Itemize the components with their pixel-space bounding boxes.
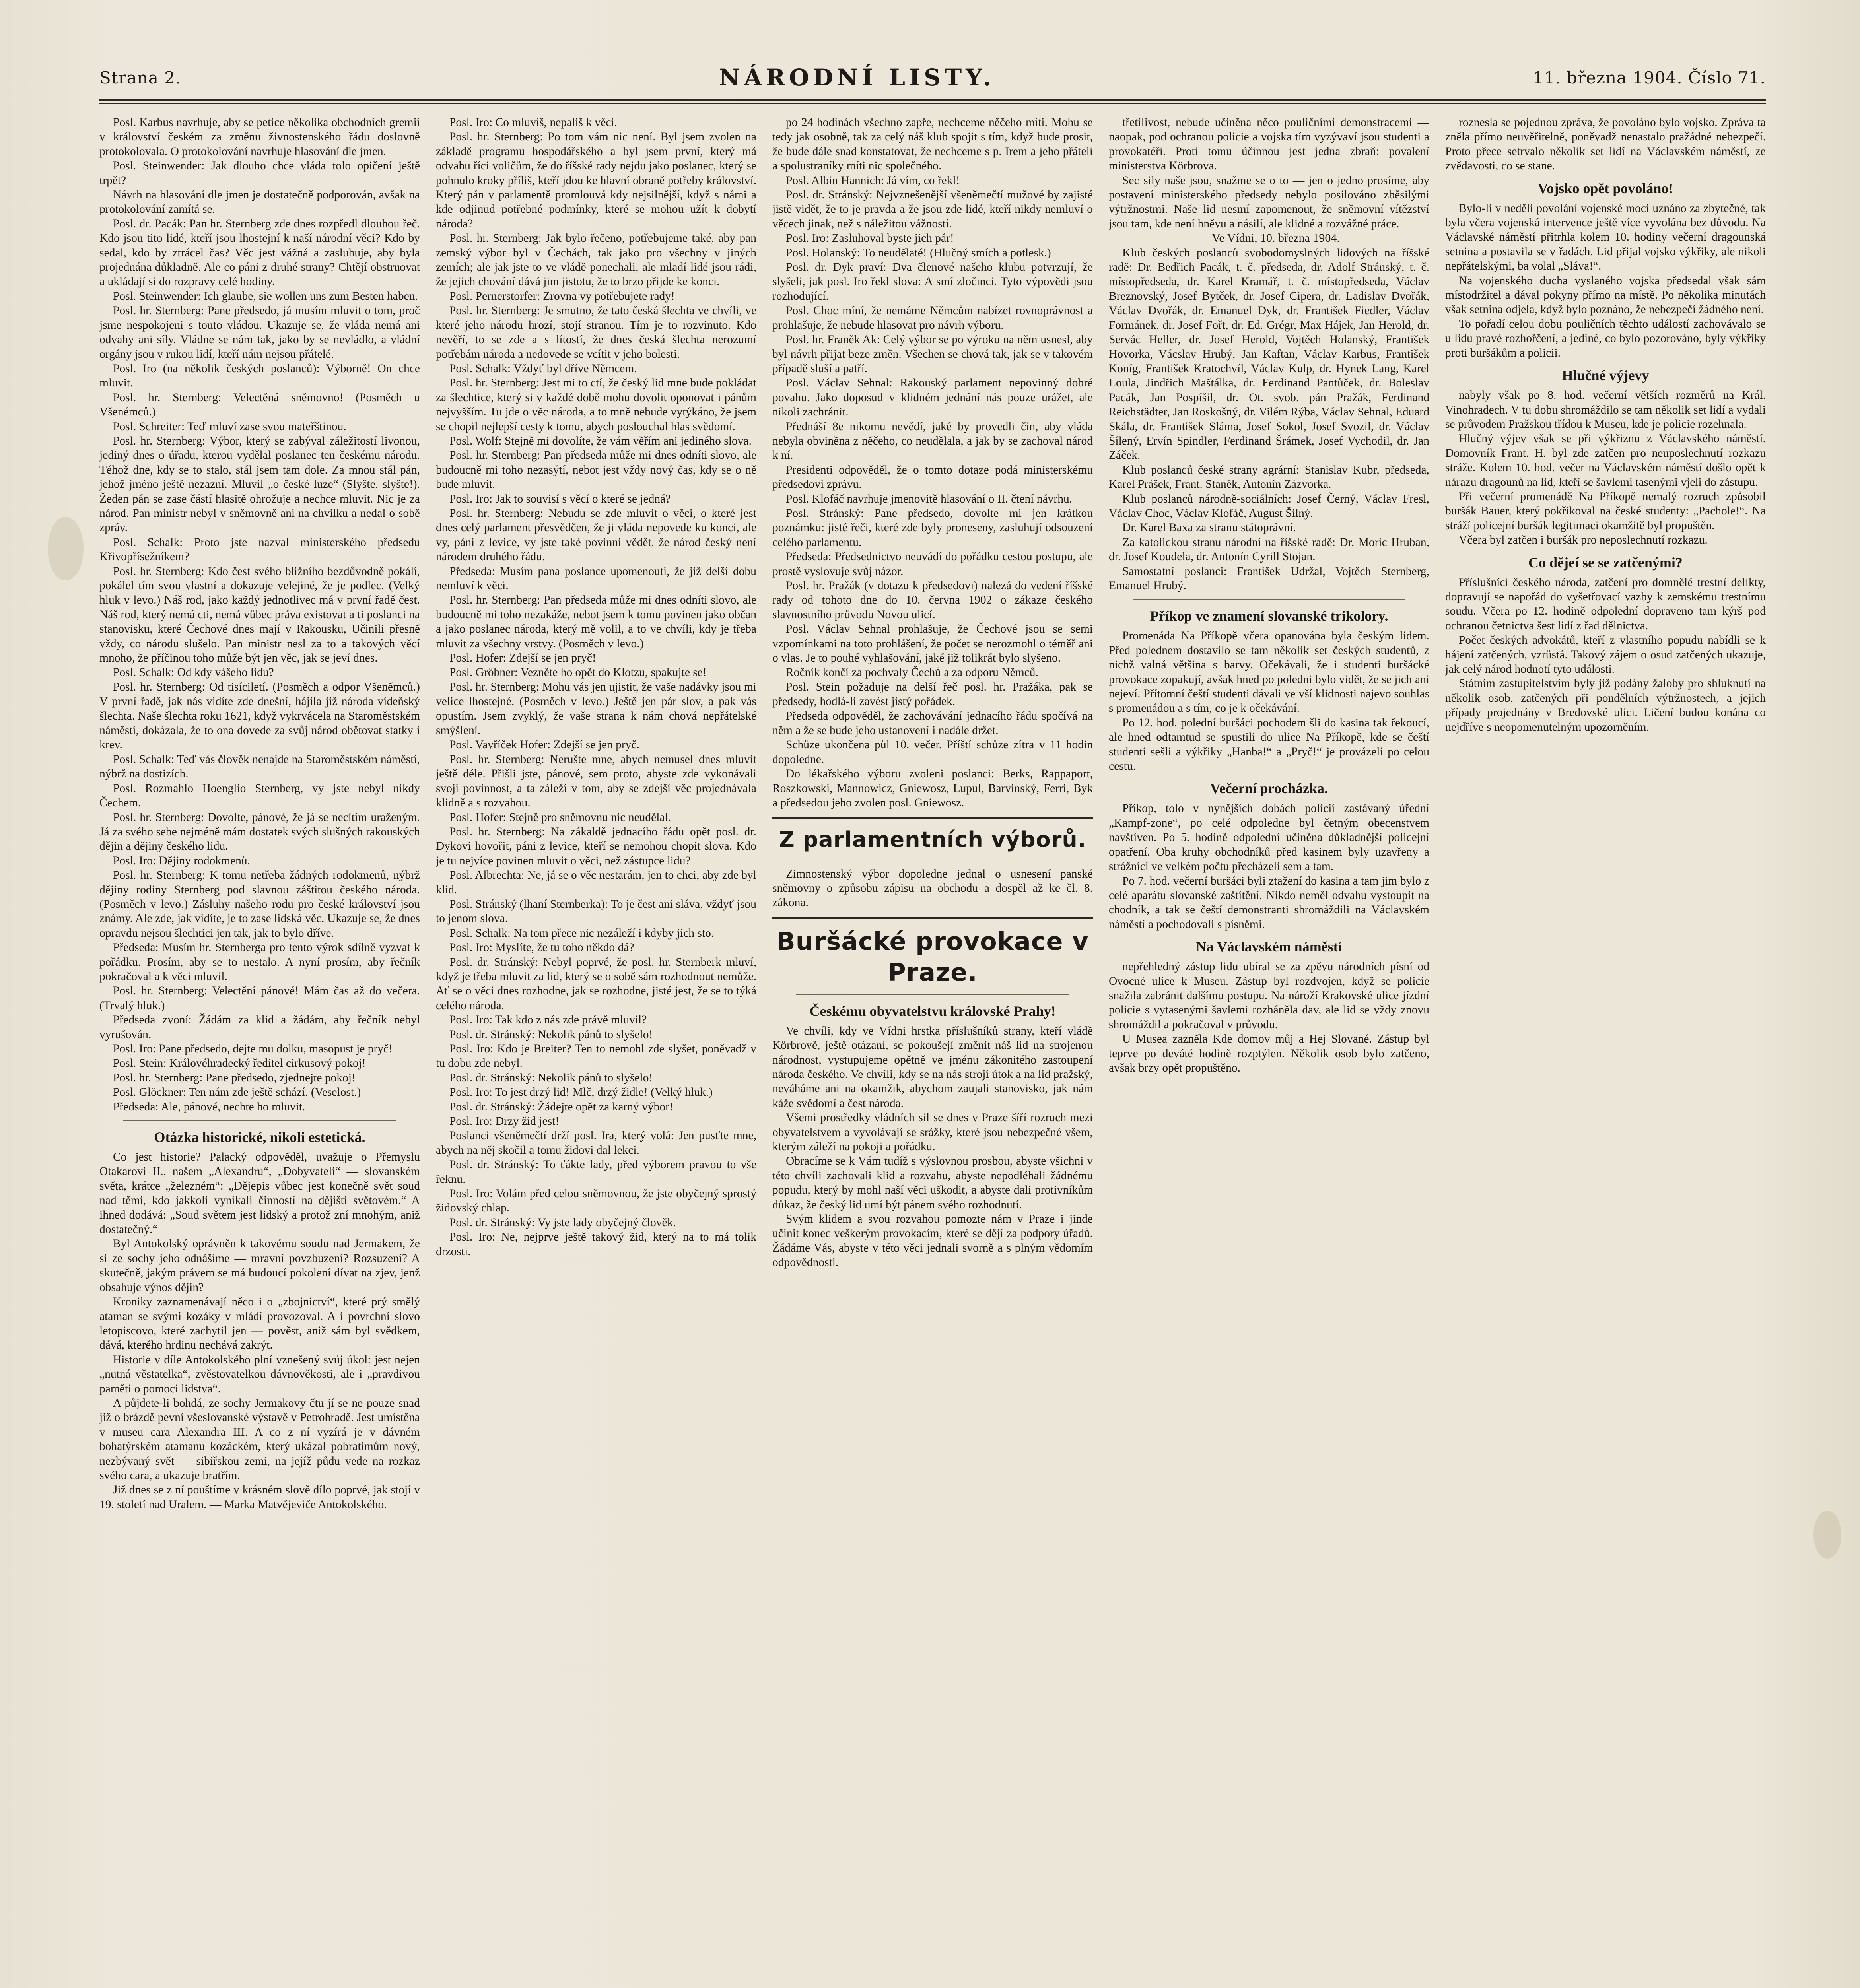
paragraph: Posl. Iro: Ne, nejprve ještě takový žid, který na to má tolik drzosti. — [436, 1231, 756, 1258]
paragraph: Historie v díle Antokolského plní vznešený svůj úkol: jest nejen „nutná věstatelka“, zvěstovatelkou dávnověkosti, ale i „pravdivou paměti o pomoci lidstva“. — [99, 1353, 420, 1395]
paragraph: Posl. Iro (na několik českých poslanců): Výborně! On chce mluvit. — [99, 362, 420, 390]
paragraph: Bylo-li v neděli povolání vojenské moci uznáno za zbytečné, tak byla včera vojenská intervence ještě více vyvolána bez důvodu. Na Václavské náměstí přitrhla kolem 10. hodiny večerní dragounská setnina a postavila se v řadách. Lid přijal vojsko výkřiky, ale nikoli nepřátelskými, ba volal „Sláva!“. — [1445, 202, 1766, 273]
paragraph: Posl. Iro: Co mluvíš, nepališ k věci. — [449, 116, 617, 129]
section-heading: Vojsko opět povoláno! — [1537, 180, 1673, 196]
section-divider — [796, 994, 1069, 995]
paragraph: Do lékařského výboru zvoleni poslanci: Berks, Rappaport, Roszkowski, Mannowicz, Gniewosz, Lupul, Barvinský, Ferri, Byk a předsedou jeho zvolen posl. Gniewosz. — [772, 767, 1093, 810]
paragraph: Samostatní poslanci: František Udržal, Vojtěch Sternberg, Emanuel Hrubý. — [1109, 565, 1429, 592]
paragraph: Posl. Iro: Zasluhoval byste jich pár! — [786, 232, 954, 245]
paragraph: Posl. Iro: Myslíte, že tu toho někdo dá? — [449, 941, 634, 954]
paragraph: Posl. Wolf: Stejně mi dovolíte, že vám věřím ani jediného slova. — [449, 434, 752, 447]
paragraph: Byl Antokolský oprávněn k takovému soudu nad Jermakem, že si ze sochy jeho odnášíme — mravní povzbuzení? Rozsuzení? A skutečně, jakým právem se má budoucí pokolení dívat na zjev, jenž obsahuje výnos dějin? — [99, 1237, 420, 1294]
paragraph: třetilivost, nebude učiněna něco pouličními demonstracemi — naopak, pod ochranou policie a vojska tím vyzývaví jsou studenti a provokatéři. Proti tomu účinnou jest jedna zbraň: povalení ministerstva Körbrova. — [1109, 116, 1429, 173]
paragraph: Předseda: Musím hr. Sternberga pro tento výrok sdílně vyzvat k pořádku. Prosím, aby se to nestalo. A nyní prosím, aby řečník pokračoval a k věci mluvil. — [99, 941, 420, 983]
paragraph: Posl. Choc míní, že nemáme Němcům nabízet rovnoprávnost a prohlašuje, že nebude hlasovat pro návrh výboru. — [772, 304, 1093, 332]
paragraph: Posl. Schalk: Na tom přece nic nezáleží i kdyby jich sto. — [449, 926, 714, 940]
paragraph: Počet českých advokátů, kteří z vlastního popudu nabídli se k hájení zatčených, vzrůstá. Takový zájem o osud zatčených ukazuje, jak celý národ hodnotí tyto události. — [1445, 634, 1766, 676]
paragraph: Obracíme se k Vám tudíž s výslovnou prosbou, abyste všichni v této chvíli zachovali klid a rozvahu, abyste nepodléhali žádnému popudu, který by mohl naší věci uškodit, a abyste dali protivníkům důkaz, že český lid umí být pánem svého rozhodnutí. — [772, 1155, 1093, 1211]
paragraph: Posl. dr. Stránský: Vy jste lady obyčejný člověk. — [449, 1216, 676, 1229]
section-divider — [772, 917, 1093, 919]
section-heading: Českému obyvatelstvu královské Prahy! — [809, 1003, 1056, 1019]
paragraph: Posl. Schalk: Teď vás člověk nenajde na Staroměstském náměstí, nýbrž na dostizích. — [99, 753, 420, 780]
paragraph: Posl. Schalk: Od kdy vášeho lidu? — [113, 666, 274, 679]
paragraph: Posl. Albin Hannich: Já vím, co řekl! — [786, 174, 960, 187]
paragraph: Posl. hr. Sternberg: Dovolte, pánové, že já se necítím uraženým. Já za svého sebe nejméně mám dostatek svých slušných rakouských dějin a dějiny českého lidu. — [99, 811, 420, 853]
paragraph: Státním zastupitelstvím byly již podány žaloby pro shluknutí na několik osob, zatčených při pondělních výtržnostech, a jejich případy projednány v Bredovské ulici. Ličení budou konána co nejdříve s neopomenutelným upozorněním. — [1445, 677, 1766, 734]
paragraph: Posl. Iro: Volám před celou sněmovnou, že jste obyčejný sprostý židovský chlap. — [436, 1187, 756, 1215]
page-number: Strana 2. — [99, 68, 181, 87]
paragraph: Klub poslanců české strany agrární: Stanislav Kubr, předseda, Karel Prášek, Frant. Staněk, Antonín Zázvorka. — [1109, 463, 1429, 491]
paragraph: Posl. hr. Sternberg: Od tisíciletí. (Posměch a odpor Všeněmců.) V první řadě, jak nás vidíte zde dnešní, hájila již národa vídeňský šlechta. Naše šlechta roku 1621, když vykrvácela na Staroměstském náměstí, dokázala, že to ona dovede za svůj národ obětovat statky i krev. — [99, 680, 420, 751]
paragraph: Posl. Iro: Kdo je Breiter? Ten to nemohl zde slyšet, poněvadž v tu dobu zde nebyl. — [436, 1043, 756, 1070]
column-4 — [1109, 115, 1429, 1988]
paragraph: Posl. hr. Sternberg: Pan předseda může mi dnes odníti slovo, ale budoucně mi toho nezasýtí, nebot jest vždy nový čas, kdy se o ně bude mluvit. — [436, 449, 756, 491]
section-heading: Na Václavském náměstí — [1196, 939, 1342, 955]
paragraph: Včera byl zatčen i buršák pro neposlechnutí rozkazu. — [1459, 534, 1708, 547]
paragraph: Posl. hr. Sternberg: Po tom vám nic není. Byl jsem zvolen na základě programu hospodářského a byl jsem první, který má odvahu říci voličům, že do říšské rady nejdu jako poslanec, který se pohnulo kroky příliš, kteří jdou ke hlavní obraně potřeby království. Který pán v parlamentě promlouvá kdy nejsilnější, když s námi a kde odjinud potřebné podmínky, které se mohou užít k dobytí národa? — [436, 130, 756, 230]
paragraph: Posl. Vavříček Hofer: Zdejší se jen pryč. — [449, 738, 639, 751]
paragraph: Posl. hr. Sternberg: Mohu vás jen ujistit, že vaše nadávky jsou mi velice lhostejné. (Posměch v levo.) Ještě jen pár slov, a pak vás opustím. Jsem zvyklý, že vaše strana k nám chová nepřátelské smýšlení. — [436, 680, 756, 737]
paragraph: Příkop, tolo v nynějších dobách policií zastávaný úřední „Kampf-zone“, po celé odpoledne byl četným obecenstvem navštíven. Po 5. hodině odpolední učiněna důkladnější policejní opatření. Oba kruhy obchodníků před kasinem byly uzavřeny a strážníci ve velkém počtu přecházeli sem a tam. — [1109, 802, 1429, 873]
paragraph: Předseda odpověděl, že zachovávání jednacího řádu spočívá na něm a že se bude jeho ustanovení i nadále držet. — [772, 709, 1093, 737]
paragraph: Ročník končí za pochvaly Čechů a za odporu Němců. — [786, 666, 1038, 679]
paragraph: Posl. Iro: Dějiny rodokmenů. — [113, 854, 250, 867]
dateline: Ve Vídni, 10. března 1904. — [1212, 231, 1340, 245]
issue-date: 11. března 1904. Číslo 71. — [1533, 68, 1766, 87]
paragraph: Posl. dr. Pacák: Pan hr. Sternberg zde dnes rozpředl dlouhou řeč. Kdo jsou tito lidé, kteří jsou lhostejní k naší národní věci? Kdo by sedal, kdo by ztrácel čas? Věc jest vážná a zasluhuje, aby byla projednána důkladně. Ale co páni z druhé strany? Chtějí obstruovat a ukládají si do rozpravy celé hodiny. — [99, 217, 420, 288]
paragraph: Posl. hr. Sternberg: Velectění pánové! Mám čas až do večera. (Trvalý hluk.) — [99, 984, 420, 1012]
paragraph: Posl. Glöckner: Ten nám zde ještě schází. (Veselost.) — [113, 1086, 361, 1099]
paragraph: Při večerní promenádě Na Příkopě nemalý rozruch způsobil buršák Bauer, který pokřikoval na české studenty: „Pachole!“. Na stráží policejní buršák legitimaci okamžitě byl propuštěn. — [1445, 490, 1766, 532]
paragraph: Schůze ukončena půl 10. večer. Příští schůze zítra v 11 hodin dopoledne. — [772, 738, 1093, 766]
section-heading: Z parlamentních výborů. — [779, 827, 1086, 852]
section-divider — [772, 817, 1093, 819]
section-divider — [1133, 599, 1405, 600]
paragraph: Předseda: Předsednictvo neuvádí do pořádku cestou postupu, ale prostě vyslovuje svůj názor. — [772, 550, 1093, 578]
paragraph: Posl. Rozmahlo Hoenglio Sternberg, vy jste nebyl nikdy Čechem. — [99, 782, 420, 810]
paragraph: Posl. Iro: Jak to souvisí s věcí o které se jedná? — [449, 492, 671, 505]
paragraph: Posl. Pernerstorfer: Zrovna vy potřebujete rady! — [449, 289, 675, 303]
paragraph: Hlučný výjev však se při výkřiznu z Václavského náměstí. Domovník Frant. H. byl zde zatčen pro neuposlechnutí rozkazu stráže. Kolem 10. hod. večer na Václavském náměstí došlo opět k nárazu dragounů na lid, kteří se šavlemi tasenými vjeli do zástupu. — [1445, 432, 1766, 489]
paragraph: Posl. Stránský: Pane předsedo, dovolte mi jen krátkou poznámku: jisté řeči, které zde byly proneseny, zasluhují odsouzení celého parlamentu. — [772, 507, 1093, 549]
paragraph: Posl. hr. Sternberg: Nebudu se zde mluvit o věci, o které jest dnes celý parlament přesvědčen, že ji vláda nepovede ku konci, ale vy, páni z levice, vy jste také povinni vědět, že národ český není národem druhého řádu. — [436, 507, 756, 563]
paragraph: Posl. hr. Sternberg: Pan předseda může mi dnes odníti slovo, ale budoucně mi toho nezakáže, nebot jsem k tomu povinen jako občan a jako poslanec národa, který mě volil, a to ve chvíli, kdy je třeba mluvit za všechny vrstvy. (Posměch v levo.) — [436, 594, 756, 650]
paragraph: Posl. Stein požaduje na delší řeč posl. hr. Pražáka, pak se předsedy, hodlá-li zavést jistý pořádek. — [772, 680, 1093, 708]
paragraph: Posl. hr. Sternberg: Je smutno, že tato česká šlechta ve chvíli, ve které jeho národu hrozí, stojí stranou. Tím je to rozvinuto. Kdo nevěří, to se zde a s lítostí, že dnes česká šlechta nerozumí potřebám národa a nedovede se vcítit v jeho bolesti. — [436, 304, 756, 361]
paragraph: Posl. hr. Sternberg: Jest mi to ctí, že český lid mne bude pokládat za šlechtice, který si v každé době mohu dovolit oponovat i pánům nejvyšším. Tu jde o věc národa, a to mně nebude vytýkáno, že jsem se chopil nejlepší cesty k tomu, abych poslouchal hlas svědomí. — [436, 377, 756, 433]
section-heading: Večerní procházka. — [1210, 780, 1328, 797]
paragraph: Posl. Schreiter: Teď mluví zase svou mateřštinou. — [113, 420, 346, 433]
paragraph: Za katolickou stranu národní na říšské radě: Dr. Moric Hruban, dr. Josef Koudela, dr. Antonín Cyrill Stojan. — [1109, 536, 1429, 563]
paragraph: Posl. hr. Sternberg: Kdo čest svého bližního bezdůvodně pokálí, pokálel tím svou vlastní a dokazuje velejiné, že je podlec. (Velký hluk v levo.) Náš rod, jako každý jednotlivec má v první řadě čest. Náš rod, který nemá cti, nemá vůbec práva existovat a ti poslanci na stanovisku, které Čechové dnes mají v Rakousku, Učinili přesně vždy, co národu slušelo. Pan ministr nesl za to a takových věcí mnoho, že příčinou toho může být jen věc, jak se jeví dnes. — [99, 565, 420, 665]
section-heading: Otázka historické, nikoli estetická. — [154, 1129, 365, 1145]
paragraph: Kroniky zaznamenávají něco i o „zbojnictví“, které prý smělý ataman se svými kozáky v mládí provozoval. A i povrchní slovo letopiscovo, které zachytil jen — pověst, aniž sám byl svědkem, dává, kterého hrdinu nechává zakrýt. — [99, 1295, 420, 1352]
paragraph: Posl. Iro: Tak kdo z nás zde právě mluvil? — [449, 1013, 647, 1027]
column-2 — [436, 115, 756, 1988]
paragraph: Posl. hr. Sternberg: Výbor, který se zabýval záležitostí livonou, jediný dnes o úřadu, kterou vydělal poslanec ten českému národu. Téhož dne, kdy se to stalo, stál jsem tam dole. Za mnou stál pán, jehož jméno ještě nezazní. Mluvil „o české luze“ (Slyšte, slyšte!). Žeden pán se zase částí hlasitě ohrožuje a nechce mluvit. Nic je za národ. Pan ministr nebyl v sněmovně ani na chvilku a nedal o sobě zpráv. — [99, 434, 420, 534]
paragraph: Posl. dr. Stránský: Žádejte opět za karný výbor! — [449, 1100, 673, 1113]
column-1 — [99, 115, 420, 1988]
paragraph: Posl. dr. Stránský: Nekolik pánů to slyšelo! — [449, 1028, 653, 1041]
paragraph: Ve chvíli, kdy ve Vídni hrstka příslušníků strany, kteří vládě Körbrově, ještě otázaní, se pokoušejí změnit náš lid na strojenou národnost, vystupujeme opětně ve jménu zákonitého zastoupení národa českého. Ve chvíli, kdy se na nás strojí útok a na lid pražský, neváháme ani na okamžik, abychom zaujali stanovisko, jak nám káže svědomí a čest národa. — [772, 1024, 1093, 1110]
paragraph: Posl. Hofer: Zdejší se jen pryč! — [449, 652, 596, 665]
paragraph: Co jest historie? Palacký odpověděl, uvažuje o Přemyslu Otakarovi II., našem „Alexandru“, „Dobyvateli“ — slovanském světa, krátce „železném“: „Dějepis vůbec jest konečně svět soud nad těmi, kdo jakkoli vynikali činností na dějišti světovém.“ A ihned dodává: „Soud světem jest lidský a protož zní mnohým, aniž dostatečný.“ — [99, 1151, 420, 1236]
paragraph: Posl. Albrechta: Ne, já se o věc nestarám, jen to chci, aby zde byl klid. — [436, 869, 756, 896]
paragraph: Posl. Karbus navrhuje, aby se petice několika obchodních gremií v království českém za změnu živnostenského řádu doslovně protokolovala. O protokolování navrhuje hlasování dle jmen. — [99, 116, 420, 158]
paragraph: Posl. dr. Stránský: Nebyl poprvé, že posl. hr. Sternberk mluví, když je třeba mluvit za lid, který se o sobě sám rozhodnout nemůže. Ať se o věci dnes rozhodne, jak se rozhodne, jisté jest, že se to týká celého národa. — [436, 955, 756, 1012]
paragraph: Posl. Steinwender: Ich glaube, sie wollen uns zum Besten haben. — [113, 289, 418, 303]
section-heading: Co dějeí se se zatčenými? — [1528, 554, 1683, 571]
paragraph: Sec sily naše jsou, snažme se o to — jen o jedno prosíme, aby postavení ministerského předsedy nebylo posilováno zběsilými výtržnostmi. Naše lid nesmí zapomenout, že sněmovní vítězství jsou tam, kde není hněvu a násilí, ale klidné a rozvážné práce. — [1109, 174, 1429, 230]
paragraph: Posl. hr. Sternberg: K tomu netřeba žádných rodokmenů, nýbrž dějiny rodiny Sternberg pod slavnou záštitou českého národa. (Posměch v levo.) Zásluhy našeho rodu pro české království jsou známy. Ale zde, jak vidíte, je to zase lidská věc. Ukazuje se, že dnes opravdu nejsou šlechtici jen tak, jak to bylo dříve. — [99, 869, 420, 940]
paragraph: Posl. dr. Stránský: To ťákte lady, před výborem pravou to vše řeknu. — [436, 1158, 756, 1186]
paragraph: Posl. hr. Sternberg: Pane předsedo, zjednejte pokoj! — [113, 1071, 356, 1084]
paragraph: Posl. dr. Stránský: Nekolik pánů to slyšelo! — [449, 1071, 653, 1084]
paragraph: Po 12. hod. polední buršáci pochodem šli do kasina tak řekoucí, ale hned odtamtud se spustili do ulice Na Příkopě, kde se čeští studenti sešli a výkřiky „Hanba!“ a „Pryč!“ je provázeli po celou cestu. — [1109, 716, 1429, 773]
paragraph: Přednáší 8e nikomu nevědí, jaké by provedli čin, aby vláda nebyla obviněna z něčeho, co neudělala, a jak by se zachoval národ k ní. — [772, 420, 1093, 462]
section-heading: Hlučné výjevy — [1562, 367, 1649, 384]
paragraph: Posl. Stein: Královéhradecký ředitel cirkusový pokoj! — [113, 1057, 366, 1070]
paragraph: Posl. Václav Sehnal prohlašuje, že Čechové jsou se semi vzpomínkami na toto prohlášení, že počet se nerozmohl o téměř ani o vlas. Je to pouhé vyhlašování, jaké již tolikrát bylo slyšeno. — [772, 623, 1093, 665]
paragraph: Promenáda Na Příkopě včera opanována byla českým lidem. Před polednem dostavilo se tam několik set českých studentů, z nichž valná většina s barvy. Očekávali, že i studenti buršácké provokace zopakují, avšak hned po poledni bylo vidět, že se jich ani nejeví. Přítomní čeští studenti dávali ve vší klidnosti najevo souhlas s promenádou a s tím, co je k očekávání. — [1109, 629, 1429, 715]
column-5 — [1445, 115, 1766, 1988]
paragraph: Dr. Karel Baxa za stranu státoprávní. — [1122, 521, 1296, 534]
paper-stain — [48, 517, 84, 580]
headline: Buršácké provokace v Praze. — [776, 926, 1089, 987]
paragraph: Posl. Iro: Drzy žid jest! — [449, 1115, 560, 1128]
paragraph: Klub poslanců národně-sociálních: Josef Černý, Václav Fresl, Václav Choc, Václav Klofáč, August Šilný. — [1109, 492, 1429, 520]
paragraph: Posl. Stránský (lhaní Sternberka): To je čest ani sláva, vždyť jsou to jenom slova. — [436, 897, 756, 925]
paragraph: Předseda zvoní: Žádám za klid a žádám, aby řečník nebyl vyrušován. — [99, 1013, 420, 1041]
masthead-rule — [99, 99, 1766, 104]
paragraph: Návrh na hlasování dle jmen je dostatečně podporován, avšak na protokolování zamítá se. — [99, 188, 420, 216]
paragraph: Posl. hr. Franěk Ak: Celý výbor se po výroku na něm usnesl, aby byl návrh přijat beze změn. Všechen se chová tak, jak se v takovém případě sluší a patří. — [772, 333, 1093, 375]
paragraph: roznesla se pojednou zpráva, že povoláno bylo vojsko. Zpráva ta zněla přímo neuvěřitelně, poněvadž nenastalo pražádné nebezpečí. Proto přece setrvalo několik set lidí na Václavském náměstí, ze zvědavosti, co se stane. — [1445, 116, 1766, 173]
paragraph: Příslušníci českého národa, zatčení pro domnělé trestní delikty, dopravují se napořád do vyšetřovací vazby k zemskému trestnímu soudu. Včera po 12. hodině odpolední dopraveno tam kýrš pod ochranou četnictva šest lidí z řad dělnictva. — [1445, 576, 1766, 632]
paragraph: A půjdete-li bohdá, ze sochy Jermakovy čtu jí se ne pouze snad již o brázdě pevní všeslovanské výstavě v Petrohradě. Jest umístěna v museu cara Alexandra III. A co z ní vyzírá je v dávném bohatýrském atamanu kozáckém, který ukázal pobratimům nový, nezbývaný svět — sibiřskou zemi, na jejíž půdu vede na rozkaz svého cara, a ukazuje bratřím. — [99, 1396, 420, 1482]
paragraph: Již dnes se z ní pouštíme v krásném slově dílo poprvé, jak stojí v 19. století nad Uralem. — Marka Matvějeviče Antokolského. — [99, 1483, 420, 1511]
paragraph: Předseda: Ale, pánové, nechte ho mluvit. — [113, 1100, 305, 1113]
paragraph: Posl. Schalk: Vždyť byl dříve Němcem. — [449, 362, 637, 375]
paper-stain — [1813, 1511, 1841, 1559]
column-3 — [772, 115, 1093, 1988]
paragraph: Poslanci všeněmečtí drží posl. Ira, který volá: Jen pusťte mne, abych na něj skočil a tomu židovi dal lekci. — [436, 1129, 756, 1157]
paragraph: Předseda: Musím pana poslance upomenouti, že již delší dobu nemluví k věci. — [436, 565, 756, 592]
paragraph: Posl. Iro: Pane předsedo, dejte mu dolku, masopust je pryč! — [113, 1043, 393, 1055]
paragraph: Posl. Iro: To jest drzý lid! Mlč, drzý židle! (Velký hluk.) — [449, 1086, 713, 1099]
newspaper-title: NÁRODNÍ LISTY. — [719, 64, 995, 91]
paragraph: Klub českých poslanců svobodomyslných lidových na říšské radě: Dr. Bedřich Pacák, t. č. předseda, dr. Adolf Stránský, t. č. místopředseda, dr. Karel Kramář, t. č. místopředseda, Václav Breznovský, Josef Bytček, dr. Josef Cipera, dr. Ladislav Dvořák, Václav Dvořák, dr. Emanuel Dyk, dr. František Fiedler, Václav Formánek, dr. Josef Fořt, dr. Ed. Grégr, Max Hájek, Jan Herold, dr. Servác Heller, dr. Josef Herold, Vojtěch Holanský, František Hovorka, Vácslav Hrubý, Jan Kaftan, Václav Karbus, František Koníg, František Kratochvíl, Václav Kulp, dr. Hynek Lang, Karel Loula, Jindřich Maštálka, dr. Ferdinand Pantůček, dr. Boleslav Pacák, Jan Pospíšil, dr. Ot. svob. pán Pražák, Ferdinand Reichstädter, Jan Roskošný, dr. Vilém Rýba, Václav Sehnal, Eduard Skála, dr. František Sláma, Josef Sokol, Josef Svozil, dr. Václav Šílený, Ervín Spindler, Ferdinand Šrámek, Josef Vychodil, dr. Jan Záček. — [1109, 246, 1429, 462]
paragraph: To pořadí celou dobu pouličních těchto událostí zachovávalo se u lidu pravé rozhořčení, a jediné, co bylo pozorováno, byly výkřiky proti buršákům a policii. — [1445, 317, 1766, 359]
paragraph: Na vojenského ducha vyslaného vojska předsedal však sám místodržitel a dával pokyny přímo na místě. Po několika minutách však setnina odjela, když bylo poznáno, že nebezpečí žádného není. — [1445, 274, 1766, 316]
section-heading: Příkop ve znamení slovanské trikolory. — [1150, 608, 1388, 624]
paragraph: Posl. hr. Sternberg: Velectěná sněmovno! (Posměch u Všenémců.) — [99, 391, 420, 419]
paragraph: U Musea zazněla Kde domov můj a Hej Slované. Zástup byl teprve po deváté hodině rozptýlen. Několik osob bylo zatčeno, avšak brzy opět propuštěno. — [1109, 1033, 1429, 1074]
paragraph: nepřehledný zástup lidu ubíral se za zpěvu národních písní od Ovocné ulice k Museu. Zástup byl rozdvojen, když se policie snažila zabránit dalšímu postupu. Na nároží Krakovské ulice jízdní policie s vytasenými šavlemi rozháněla dav, ale lid se vždy znovu shromáždil a pokračoval v průvodu. — [1109, 960, 1429, 1031]
paragraph: Posl. Hofer: Stejně pro sněmovnu nic neudělal. — [449, 811, 671, 824]
paragraph: Po 7. hod. večerní buršáci byli ztažení do kasina a tam jim bylo z celé aparátu slovanské zaštítění. Nikdo neměl odvahu vystoupit na chodník, a tak se čeští demonstranti shromáždili na Václavském náměstí a pochodovali s písněmi. — [1109, 874, 1429, 931]
paragraph: Všemi prostředky vládních sil se dnes v Praze šíří rozruch mezi obyvatelstvem a vyvolávají se srážky, které jsou nebezpečné všem, kterým záleží na pokoji a pořádku. — [772, 1111, 1093, 1153]
paragraph: Zimnostenský výbor dopoledne jednal o usnesení panské sněmovny o způsobu zápisu na obchodu a dospěl až ke čl. 8. zákona. — [772, 867, 1093, 909]
paragraph: Posl. hr. Sternberg: Jak bylo řečeno, potřebujeme také, aby pan zemský výbor byl v Čechách, tak jako pro všechny v jiných zemích; ale jak jste to ve vládě ponechali, ale mladí lidé jsou rádi, že jejich chování dává jim jistotu, že to brzo přijde ke konci. — [436, 232, 756, 288]
paragraph: Posl. hr. Sternberg: Pane předsedo, já musím mluvit o tom, proč jsme nespokojeni s touto vládou. Ukazuje se, že vláda nemá ani odvahy ani síly. Vládne se nám tak, jako by se nevládlo, a vládní orgány jsou v rukou lidí, kteří nám nejsou přátelé. — [99, 304, 420, 361]
paragraph: Presidenti odpověděl, že o tomto dotaze podá ministerskému předsedovi zprávu. — [772, 463, 1093, 491]
paragraph: po 24 hodinách všechno zapře, nechceme něčeho míti. Mohu se tedy jak osobně, tak za celý náš klub spojit s tím, když bude prosit, že bude dále snad konstatovat, že nechceme s p. Irem a jeho přáteli a spolustraníky míti nic společného. — [772, 116, 1093, 173]
columns — [99, 115, 1766, 1988]
paragraph: Posl. Steinwender: Jak dlouho chce vláda tolo opičení ještě trpět? — [99, 159, 420, 187]
paragraph: nabyly však po 8. hod. večerní větších rozměrů na Král. Vinohradech. V tu dobu shromáždilo se tam několik set lidí a vydali se průvodem Pražskou třídou k Museu, kde je policie rozehnala. — [1445, 389, 1766, 431]
paragraph: Posl. hr. Sternberg: Nerušte mne, abych nemusel dnes mluvit ještě déle. Přišli jste, pánové, sem proto, abyste zde vykonávali svoji povinnost, a ta záleží v tom, aby se zdejší věc projednávala klidně a s rozvahou. — [436, 753, 756, 810]
paragraph: Posl. dr. Stránský: Nejvznešenější všeněmečtí mužové by zajisté jistě vidět, že to je pravda a že jsou zde lidé, kteří nikdy nemluví o věcech jinak, než s náležitou vážností. — [772, 188, 1093, 230]
paragraph: Posl. Holanský: To neudělaté! (Hlučný smích a potlesk.) — [786, 246, 1051, 259]
paragraph: Posl. hr. Sternberg: Na zákaldě jednacího řádu opět posl. dr. Dykovi hovořit, páni z levice, kteří se nemohou chopit slova. Kdo je tu nejvíce povinen mluvit o věci, než zástupce lidu? — [436, 825, 756, 867]
paragraph: Posl. Václav Sehnal: Rakouský parlament nepovinný dobré povahu. Jako doposud v klidném jednání nás pouze urážet, ale nikoli zachránit. — [772, 377, 1093, 419]
paragraph: Posl. Schalk: Proto jste nazval ministerského předsedu Křivopřísežníkem? — [99, 536, 420, 563]
paragraph: Svým klidem a svou rozvahou pomozte nám v Praze i jinde učinit konec veškerým provokacím, které se dějí za podpory úřadů. Žádáme Vás, abyste v této věci jednali svorně a s plným vědomím odpovědnosti. — [772, 1213, 1093, 1269]
section-divider — [123, 1120, 396, 1121]
masthead — [99, 60, 1766, 95]
paragraph: Posl. Gröbner: Vezněte ho opět do Klotzu, spakujte se! — [449, 666, 707, 679]
paragraph: Posl. Klofáč navrhuje jmenovitě hlasování o II. čtení návrhu. — [786, 492, 1073, 505]
paragraph: Posl. dr. Dyk praví: Dva členové našeho klubu potvrzují, že slyšeli, jak posl. Iro řekl slova: A smí zločinci. Tyto výpovědi jsou rozhodující. — [772, 261, 1093, 303]
paragraph: Posl. hr. Pražák (v dotazu k předsedovi) nalezá do vedení říšské rady od tohoto dne do 10. června 1902 o zákaze českého slavnostního průvodu Novou ulicí. — [772, 579, 1093, 621]
